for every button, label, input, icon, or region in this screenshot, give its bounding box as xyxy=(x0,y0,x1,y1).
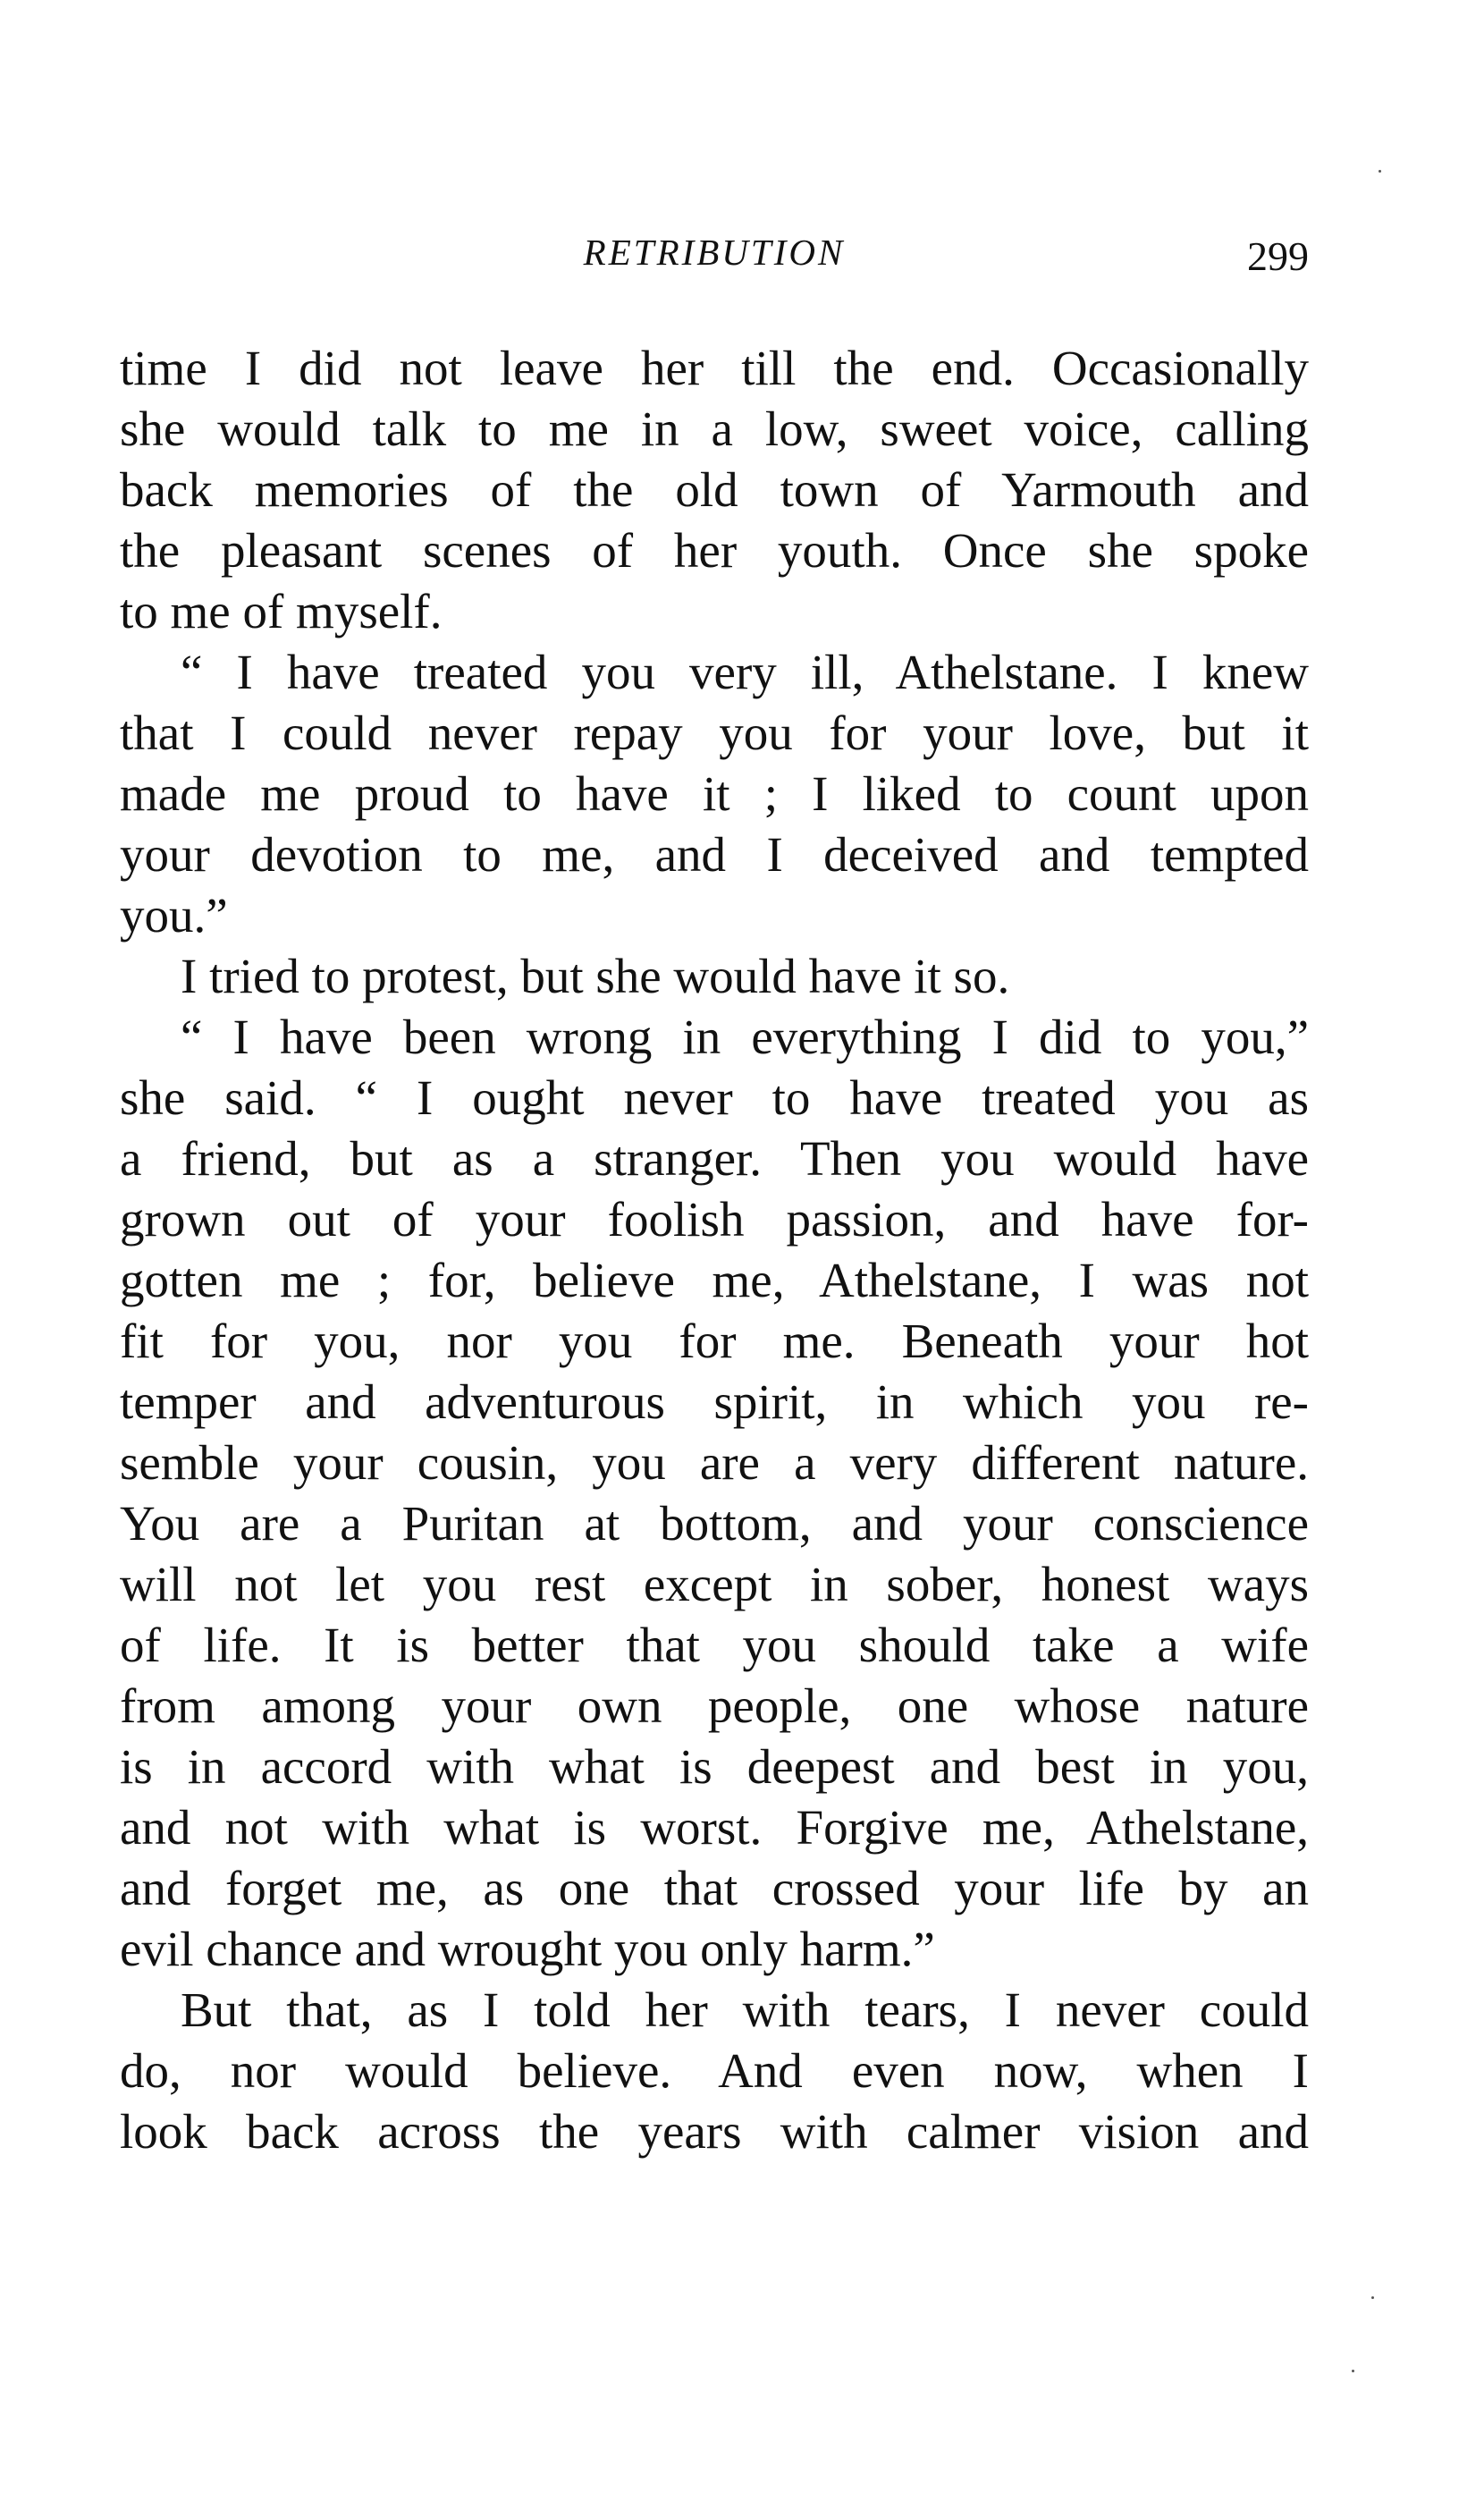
text-line: gotten me ; for, believe me, Athelstane, I was not xyxy=(120,1253,1309,1307)
text-line: the pleasant scenes of her youth. Once she spoke xyxy=(120,523,1309,578)
text-line: You are a Puritan at bottom, and your conscience xyxy=(120,1496,1309,1551)
text-line: back memories of the old town of Yarmouth and xyxy=(120,462,1309,517)
text-line: and forget me, as one that crossed your life by an xyxy=(120,1861,1309,1915)
text-line: “ I have treated you very ill, Athelstane. I knew xyxy=(181,645,1309,699)
text-line: fit for you, nor you for me. Beneath your hot xyxy=(120,1314,1309,1368)
text-line: “ I have been wrong in everything I did to you,” xyxy=(181,1010,1309,1064)
text-line: your devotion to me, and I deceived and tempted xyxy=(120,827,1309,882)
text-line: look back across the years with calmer vision and xyxy=(120,2104,1309,2159)
text-line: I tried to protest, but she would have it so. xyxy=(181,949,1010,1003)
body-text xyxy=(120,338,1309,2162)
text-line: evil chance and wrought you only harm.” xyxy=(120,1922,935,1976)
page-number: 299 xyxy=(1247,233,1309,279)
text-line: you.” xyxy=(120,888,228,942)
page-header xyxy=(120,231,1309,293)
print-speck xyxy=(1379,170,1381,173)
text-line: do, nor would believe. And even now, when I xyxy=(120,2043,1309,2098)
text-line: that I could never repay you for your love, but it xyxy=(120,706,1309,760)
text-line: she would talk to me in a low, sweet voice, calling xyxy=(120,402,1309,456)
text-line: will not let you rest except in sober, honest ways xyxy=(120,1557,1309,1611)
text-line: semble your cousin, you are a very different nature. xyxy=(120,1435,1309,1490)
text-line: from among your own people, one whose nature xyxy=(120,1678,1309,1733)
print-speck xyxy=(1371,2296,1374,2299)
text-line: is in accord with what is deepest and best in you, xyxy=(120,1739,1309,1794)
text-line: a friend, but as a stranger. Then you would have xyxy=(120,1131,1309,1186)
text-line: made me proud to have it ; I liked to count upon xyxy=(120,766,1309,821)
text-line: to me of myself. xyxy=(120,584,443,638)
text-line: temper and adventurous spirit, in which you re- xyxy=(120,1374,1309,1429)
running-head: RETRIBUTION xyxy=(583,232,846,273)
text-line: grown out of your foolish passion, and have for- xyxy=(120,1192,1309,1247)
text-line: she said. “ I ought never to have treated you as xyxy=(120,1070,1309,1125)
text-line: and not with what is worst. Forgive me, Athelstane, xyxy=(120,1800,1309,1855)
text-line: time I did not leave her till the end. Occasionally xyxy=(120,341,1309,395)
print-speck xyxy=(1352,2370,1354,2372)
text-line: of life. It is better that you should take a wife xyxy=(120,1618,1309,1672)
text-line: But that, as I told her with tears, I never could xyxy=(181,1982,1309,2037)
